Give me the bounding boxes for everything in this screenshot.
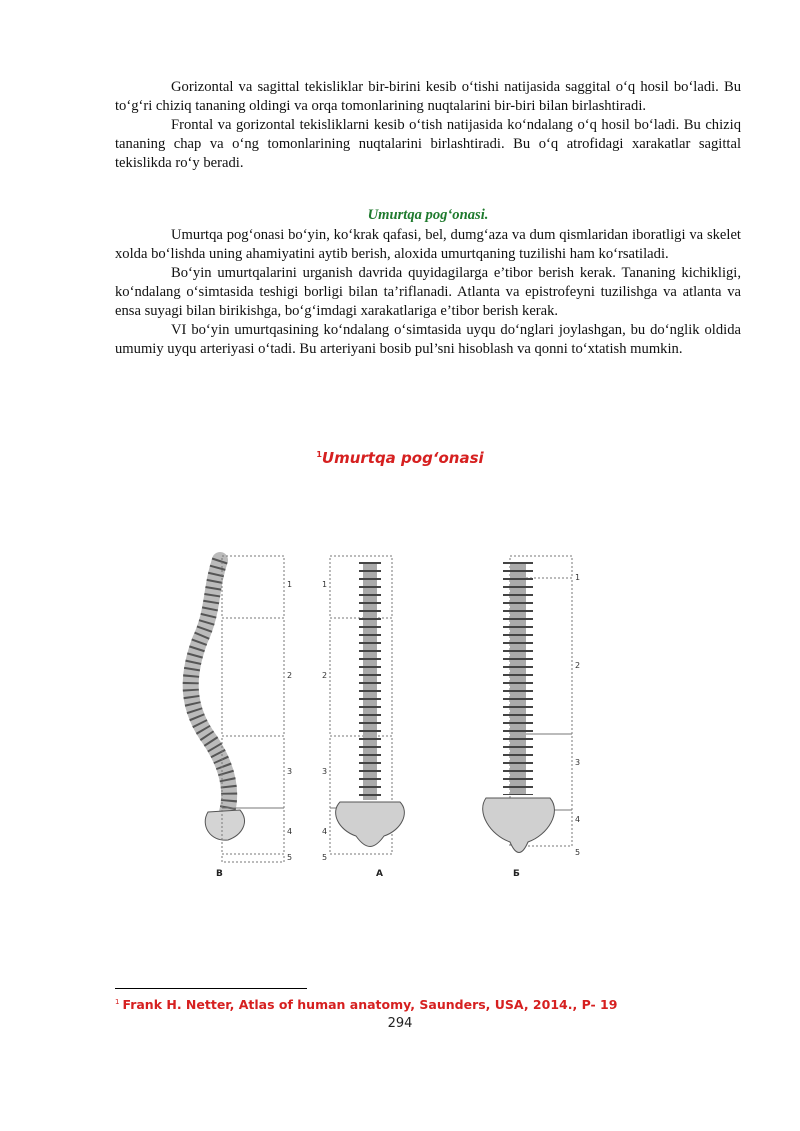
region-label: 3: [575, 758, 581, 767]
region-label: 2: [287, 671, 293, 680]
paragraph: Umurtqa pog‘onasi bo‘yin, ko‘krak qafasi, bel, dumg‘aza va dum qismlaridan iboratligi va skelet xolda bo‘lishda uning ahamiyatini aytib berish, aloxida umurtqaning tuzilishi ham ko‘rsatiladi.: [115, 227, 741, 262]
region-label: 5: [575, 848, 581, 857]
paragraph: Gorizontal va sagittal tekisliklar bir-birini kesib o‘tishi natijasida saggital o‘q hosil bo‘ladi. Bu to‘g‘ri chiziq tananing oldingi va orqa tomonlarining nuqtalarini bir-biri bilan birlashtiradi.: [115, 79, 741, 114]
region-label: 4: [575, 815, 581, 824]
figure-title-footnote-marker: 1: [316, 450, 322, 459]
region-label: 5: [287, 853, 293, 862]
footnote-divider: [115, 988, 307, 989]
region-label: 1: [287, 580, 293, 589]
figure-title-text: Umurtqa pog‘onasi: [321, 449, 484, 467]
spine-view-posterior: [483, 556, 580, 879]
spine-figure: [180, 550, 590, 880]
region-label: 2: [322, 671, 328, 680]
paragraph: Bo‘yin umurtqalarini urganish davrida quyidagilarga e’tibor berish kerak. Tananing kichikligi, ko‘ndalang o‘simtasida teshigi borligi bilan ta’riflanadi. Atlanta va epistrofeyni tuzilishga va atlanta va ensa suyagi bilan birikishga, bo‘g‘imdagi xarakatlariga e’tibor berish kerak.: [115, 265, 741, 319]
section-heading: Umurtqa pog‘onasi.: [367, 207, 489, 223]
paragraph: Frontal va gorizontal tekisliklarni kesib o‘tish natijasida ko‘ndalang o‘q hosil bo‘ladi. Bu chiziq tananing chap va o‘ng tomonlarining nuqtalarini birlashtiradi. Bu o‘q atrofidagi xarakatlar sagittal tekislikda ro‘y beradi.: [115, 117, 741, 171]
paragraph: VI bo‘yin umurtqasining ko‘ndalang o‘simtasida uyqu do‘nglari joylashgan, bu do‘nglik oldida umumiy uyqu arteriyasi o‘tadi. Bu arteriyani bosib pul’sni hisoblash va qonni to‘xtatish mumkin.: [115, 322, 741, 357]
footnote-marker: 1: [115, 998, 120, 1006]
page-number: 294: [387, 1016, 413, 1031]
view-letter: B: [216, 869, 223, 879]
view-letter: A: [376, 869, 383, 879]
region-label: 1: [322, 580, 328, 589]
footnote: [115, 997, 617, 1012]
region-label: 4: [322, 827, 328, 836]
region-label: 3: [322, 767, 328, 776]
region-label: 2: [575, 661, 581, 670]
region-label: 3: [287, 767, 293, 776]
region-label: 4: [287, 827, 293, 836]
intro-text: [115, 78, 741, 173]
view-letter: Б: [513, 869, 520, 879]
region-label: 1: [575, 573, 581, 582]
footnote-text: Frank H. Netter, Atlas of human anatomy, Saunders, USA, 2014., P- 19: [122, 997, 618, 1012]
figure-title: [0, 449, 800, 467]
section-text: [115, 226, 741, 359]
spine-view-lateral: [191, 556, 292, 879]
spine-view-anterior: [322, 556, 404, 879]
region-label: 5: [322, 853, 328, 862]
